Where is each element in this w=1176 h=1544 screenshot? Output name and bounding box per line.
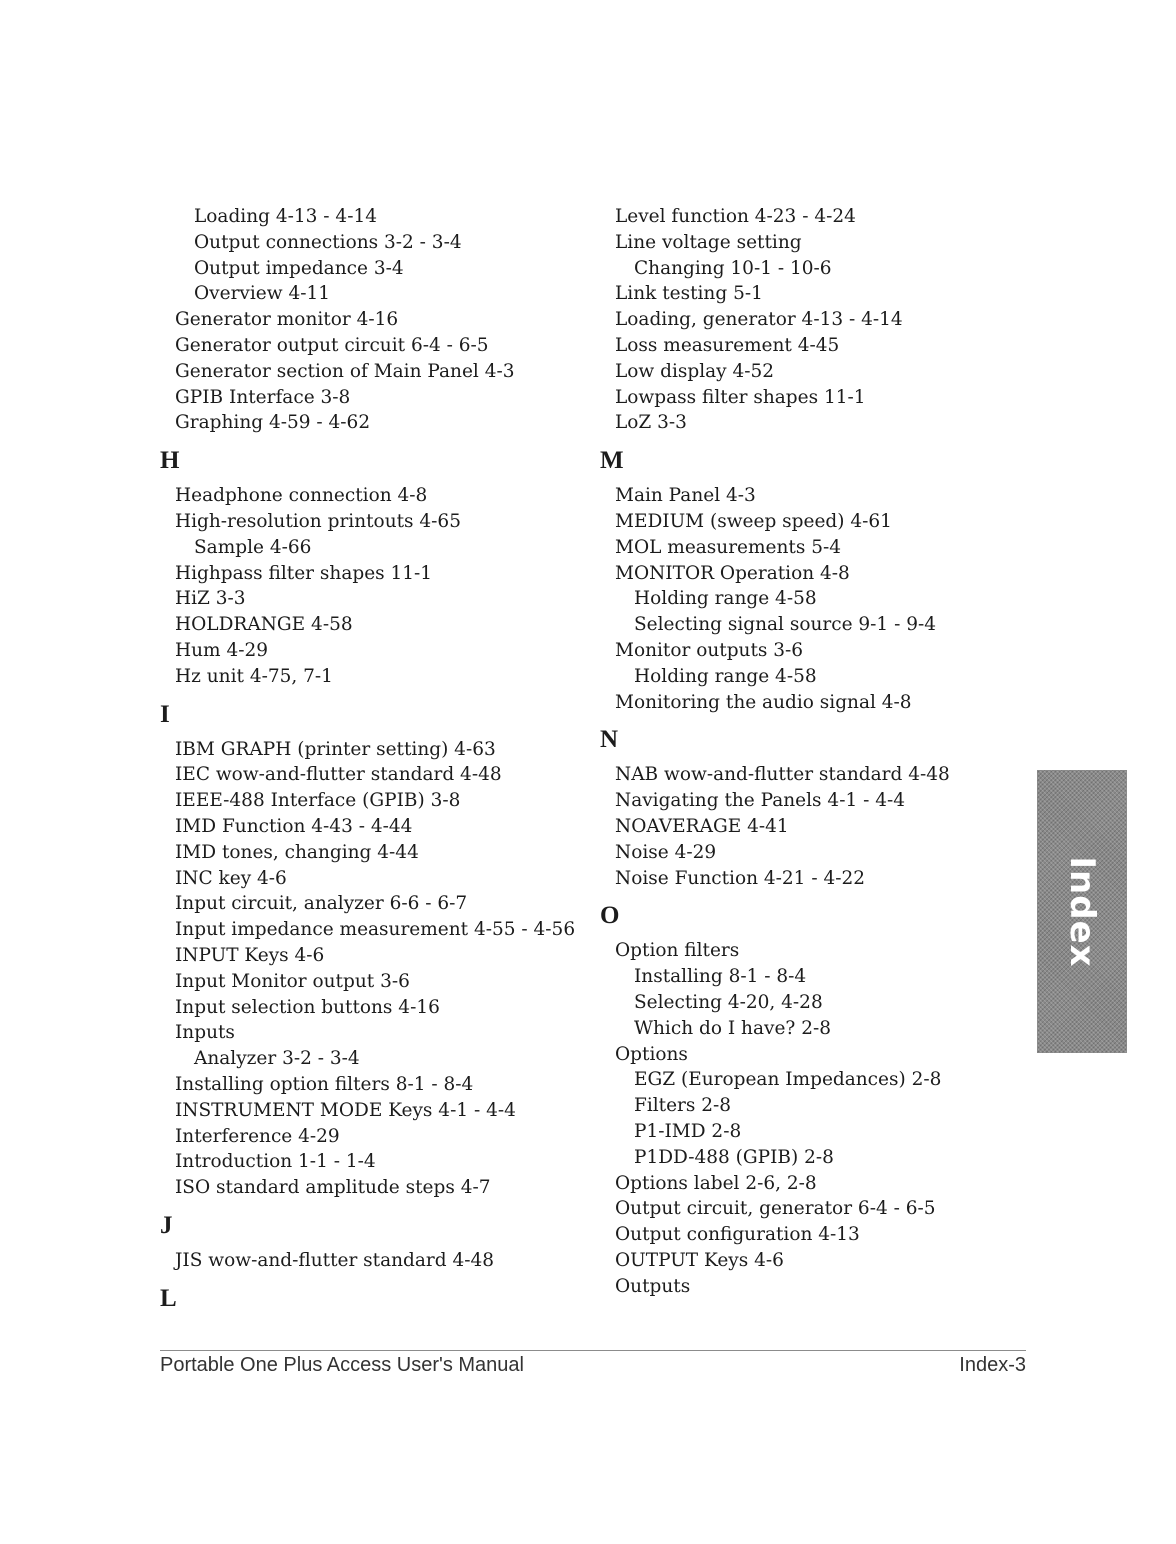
index-entry: GPIB Interface 3-8 (175, 386, 351, 408)
index-entry: Navigating the Panels 4-1 - 4-4 (615, 790, 906, 812)
index-entry: Output circuit, generator 6-4 - 6-5 (615, 1198, 936, 1220)
index-entry: INSTRUMENT MODE Keys 4-1 - 4-4 (175, 1099, 516, 1121)
index-entry: Option filters (615, 940, 740, 962)
index-entry: MEDIUM (sweep speed) 4-61 (615, 510, 892, 532)
index-entry: Low display 4-52 (615, 360, 775, 382)
index-subentry: Selecting signal source 9-1 - 9-4 (634, 614, 937, 636)
index-subentry: Installing 8-1 - 8-4 (634, 966, 807, 988)
index-entry: LoZ 3-3 (615, 412, 687, 434)
index-entry: ISO standard amplitude steps 4-7 (175, 1177, 491, 1199)
index-letter-heading: L (160, 1284, 177, 1312)
index-subentry: P1-IMD 2-8 (634, 1120, 742, 1142)
index-entry: Monitor outputs 3-6 (615, 639, 804, 661)
section-tab-label: Index (1062, 855, 1102, 968)
index-entry: High-resolution printouts 4-65 (175, 510, 461, 532)
index-entry: Options label 2-6, 2-8 (615, 1172, 817, 1194)
index-subentry: Overview 4-11 (194, 283, 331, 305)
index-entry: Input impedance measurement 4-55 - 4-56 (175, 919, 576, 941)
index-entry: Input selection buttons 4-16 (175, 996, 440, 1018)
index-subentry: Loading 4-13 - 4-14 (194, 206, 377, 227)
index-subentry: Holding range 4-58 (634, 588, 817, 610)
index-entry: Loss measurement 4-45 (615, 334, 840, 356)
index-entry: Link testing 5-1 (615, 283, 763, 305)
index-subentry: Selecting 4-20, 4-28 (634, 991, 823, 1013)
index-entry: Input Monitor output 3-6 (175, 970, 410, 992)
index-entry: HOLDRANGE 4-58 (175, 614, 353, 636)
index-entry: Output configuration 4-13 (615, 1224, 860, 1246)
index-entry: Input circuit, analyzer 6-6 - 6-7 (175, 893, 468, 915)
index-entry: HiZ 3-3 (175, 588, 246, 610)
index-subentry: Holding range 4-58 (634, 665, 817, 687)
index-subentry: Changing 10-1 - 10-6 (634, 257, 832, 279)
index-entry: Graphing 4-59 - 4-62 (175, 412, 371, 434)
index-entry: Noise 4-29 (615, 841, 717, 863)
index-entry: INC key 4-6 (175, 867, 287, 889)
index-entry: Headphone connection 4-8 (175, 485, 428, 507)
index-subentry: Analyzer 3-2 - 3-4 (194, 1048, 360, 1070)
index-entry: Installing option filters 8-1 - 8-4 (175, 1073, 474, 1095)
index-entry: Main Panel 4-3 (615, 485, 756, 507)
index-entry: NAB wow-and-flutter standard 4-48 (615, 764, 950, 786)
index-letter-heading: O (600, 902, 620, 930)
index-entry: Lowpass filter shapes 11-1 (615, 386, 866, 408)
index-entry: Outputs (615, 1275, 691, 1297)
index-entry: MONITOR Operation 4-8 (615, 562, 850, 584)
index-entry: Interference 4-29 (175, 1125, 340, 1147)
index-entry: MOL measurements 5-4 (615, 536, 842, 558)
index-entry: IEEE-488 Interface (GPIB) 3-8 (175, 790, 461, 812)
index-entry: Loading, generator 4-13 - 4-14 (615, 309, 903, 331)
index-letter-heading: J (160, 1211, 173, 1239)
index-subentry: EGZ (European Impedances) 2-8 (634, 1069, 942, 1091)
index-entry: Noise Function 4-21 - 4-22 (615, 867, 866, 889)
section-tab (1037, 770, 1127, 1053)
footer-manual-title: Portable One Plus Access User's Manual (160, 1354, 524, 1376)
index-entry: JIS wow-and-flutter standard 4-48 (175, 1249, 495, 1271)
index-letter-heading: M (600, 447, 624, 475)
index-entry: Options (615, 1043, 688, 1065)
index-entry: Highpass filter shapes 11-1 (175, 562, 433, 584)
index-entry: Monitoring the audio signal 4-8 (615, 691, 912, 713)
index-entry: OUTPUT Keys 4-6 (615, 1249, 784, 1271)
index-entry: Hz unit 4-75, 7-1 (175, 665, 333, 687)
footer-rule (160, 1350, 1026, 1351)
index-subentry: Output connections 3-2 - 3-4 (194, 231, 462, 253)
index-subentry: Filters 2-8 (634, 1095, 732, 1117)
index-subentry: Sample 4-66 (194, 536, 312, 558)
index-entry: Hum 4-29 (175, 639, 269, 661)
index-letter-heading: I (160, 700, 170, 728)
index-entry: INPUT Keys 4-6 (175, 944, 325, 966)
index-entry: IMD tones, changing 4-44 (175, 841, 419, 863)
index-subentry: Which do I have? 2-8 (634, 1017, 831, 1039)
index-subentry: Output impedance 3-4 (194, 257, 404, 279)
index-subentry: P1DD-488 (GPIB) 2-8 (634, 1146, 834, 1168)
index-entry: Inputs (175, 1022, 235, 1044)
index-entry: IEC wow-and-flutter standard 4-48 (175, 764, 502, 786)
index-column-right (600, 204, 1000, 1299)
index-entry: NOAVERAGE 4-41 (615, 815, 789, 837)
index-entry: IBM GRAPH (printer setting) 4-63 (175, 738, 496, 760)
index-entry: Level function 4-23 - 4-24 (615, 206, 856, 227)
index-entry: Line voltage setting (615, 231, 802, 253)
index-column-left (160, 204, 590, 1321)
index-entry: Generator output circuit 6-4 - 6-5 (175, 334, 489, 356)
index-entry: Generator section of Main Panel 4-3 (175, 360, 515, 382)
index-letter-heading: H (160, 447, 180, 475)
index-entry: Generator monitor 4-16 (175, 309, 399, 331)
footer-page-number: Index-3 (959, 1354, 1026, 1376)
index-entry: IMD Function 4-43 - 4-44 (175, 815, 413, 837)
index-entry: Introduction 1-1 - 1-4 (175, 1151, 376, 1173)
index-letter-heading: N (600, 726, 619, 754)
